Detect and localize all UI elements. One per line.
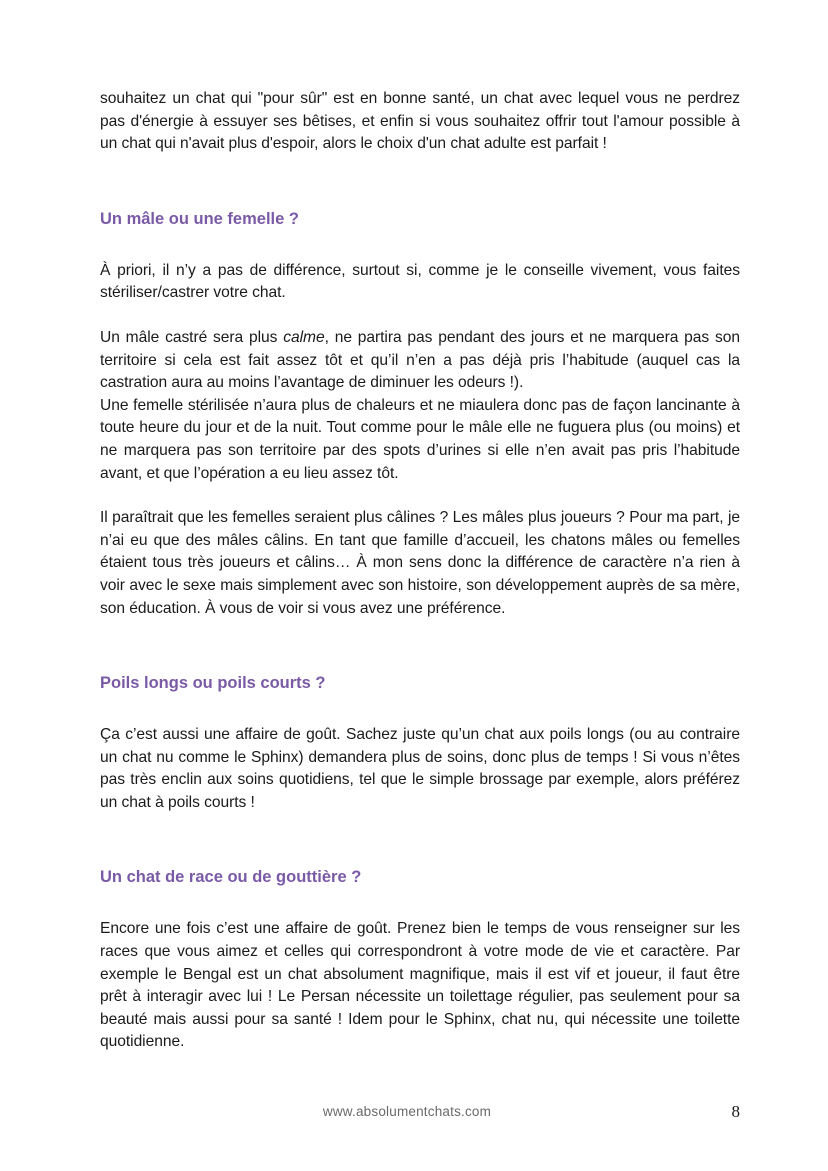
section-heading-sex: Un mâle ou une femelle ?	[100, 209, 299, 228]
paragraph-breed: Encore une fois c’est une affaire de goût. Prenez bien le temps de vous renseigner sur les races que vous aimez et celles qui correspondront à votre mode de vie et caractère. Par exemple le Bengal est un chat absolument magnifique, mais il est vif et joueur, il faut être prêt à interagir avec lui ! Le Persan nécessite un toilettage régulier, pas seulement pour sa beauté mais aussi pour sa santé ! Idem pour le Sphinx, chat nu, qui nécessite une toilette quotidienne.	[100, 920, 740, 1051]
paragraph-sex-intro: À priori, il n’y a pas de différence, surtout si, comme je le conseille vivement, vous faites stériliser/castrer votre chat.	[100, 261, 740, 302]
page-number: 8	[731, 1102, 740, 1121]
page-content	[100, 88, 740, 1054]
page-footer	[0, 1101, 828, 1123]
paragraph-male-emphasis: calme	[283, 328, 325, 346]
paragraph-hair: Ça c’est aussi une affaire de goût. Sachez juste qu’un chat aux poils longs (ou au contraire un chat nu comme le Sphinx) demandera plus de soins, donc plus de temps ! Si vous n’êtes pas très enclin aux soins quotidiens, tel que le simple brossage par exemple, alors préférez un chat à poils courts !	[100, 726, 740, 811]
paragraph-male-text-end: , ne partira pas pendant des jours et ne marquera pas son territoire si cela est fait assez tôt et qu’il n’en a pas déjà pris l’habitude (auquel cas la castration aura au moins l’avantage de diminuer les odeurs !).	[100, 328, 740, 392]
paragraph-male	[100, 327, 740, 395]
section-heading-hair: Poils longs ou poils courts ?	[100, 674, 326, 693]
footer-website-url: www.absolumentchats.com	[322, 1104, 492, 1119]
paragraph-male-text-start: Un mâle castré sera plus	[100, 328, 284, 346]
intro-paragraph: souhaitez un chat qui "pour sûr" est en bonne santé, un chat avec lequel vous ne perdrez pas d'énergie à essuyer ses bêtises, et enfin si vous souhaitez offrir tout l'amour possible à un chat qui n'avait plus d'espoir, alors le choix d'un chat adulte est parfait !	[100, 90, 740, 153]
section-heading-breed: Un chat de race ou de gouttière ?	[100, 868, 362, 887]
paragraph-female: Une femelle stérilisée n’aura plus de chaleurs et ne miaulera donc pas de façon lancinante à toute heure du jour et de la nuit. Tout comme pour le mâle elle ne fuguera plus (ou moins) et ne marquera pas son territoire par des spots d’urines si elle n’en avait pas pris l’habitude avant, et que l’opération a eu lieu assez tôt.	[100, 396, 740, 482]
paragraph-sex-conclusion: Il paraîtrait que les femelles seraient plus câlines ? Les mâles plus joueurs ? Pour ma part, je n’ai eu que des mâles câlins. En tant que famille d’accueil, les chatons mâles ou femelles étaient tous très joueurs et câlins… À mon sens donc la différence de caractère n’a rien à voir avec le sexe mais simplement avec son histoire, son développement auprès de sa mère, son éducation. À vous de voir si vous avez une préférence.	[100, 509, 740, 617]
